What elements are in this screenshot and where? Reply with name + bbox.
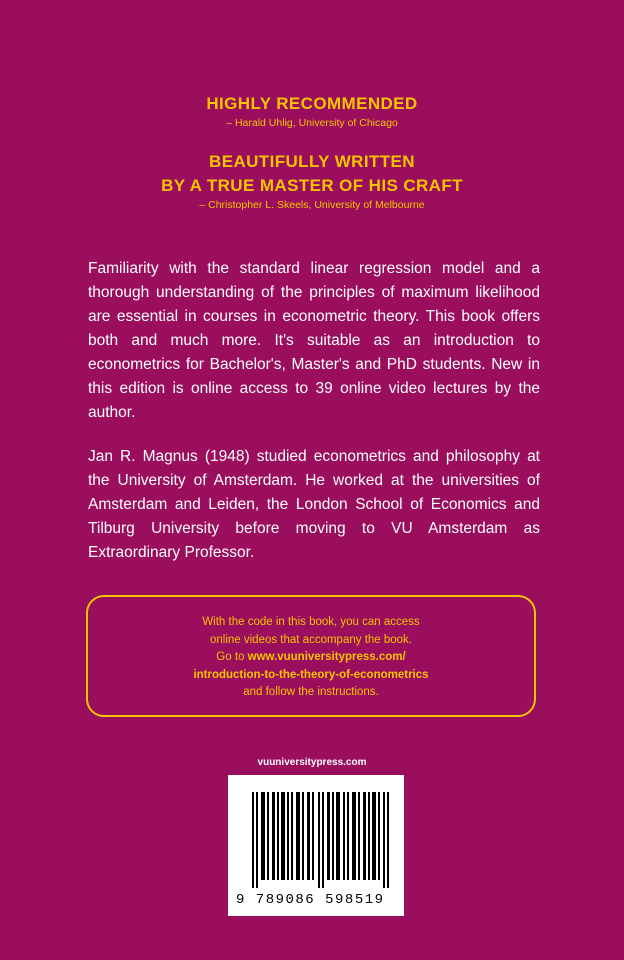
isbn-number: 9 789086 598519 xyxy=(236,892,385,908)
callout-line-5: and follow the instructions. xyxy=(243,686,379,698)
author-bio-text: Jan R. Magnus (1948) studied econometrics and philosophy at the University of Amsterdam. He worked at the universities of Amsterdam and Leiden, the London School of Economics and Tilburg University before moving to VU Amsterdam as Extraordinary Professor. xyxy=(88,448,540,561)
callout-line-1: With the code in this book, you can access xyxy=(202,616,420,628)
online-access-callout xyxy=(86,595,536,717)
callout-line-2: online videos that accompany the book. xyxy=(209,633,413,646)
quote-1-source: – Harald Uhlig, University of Chicago xyxy=(226,117,398,129)
quote-1-title: HIGHLY RECOMMENDED xyxy=(206,94,418,113)
quote-2-title-line-2: BY A TRUE MASTER OF HIS CRAFT xyxy=(161,176,463,195)
quote-2-title-line-1: BEAUTIFULLY WRITTEN xyxy=(209,152,415,171)
quote-2 xyxy=(0,150,624,211)
quote-1 xyxy=(0,92,624,129)
author-bio-paragraph xyxy=(88,445,540,565)
description-paragraph xyxy=(88,257,540,425)
publisher-website: vuuniversitypress.com xyxy=(257,757,367,768)
description-text: Familiarity with the standard linear regression model and a thorough understanding of the principles of maximum likelihood are essential in courses in econometric theory. This book offers both and much more. It's suitable as an introduction to econometrics for Bachelor's, Master's and PhD students. New in this edition is online access to 39 online video lectures by the author. xyxy=(88,260,540,421)
barcode xyxy=(228,775,404,916)
callout-go-to: Go to xyxy=(216,651,248,663)
quote-2-source: – Christopher L. Skeels, University of Melbourne xyxy=(199,199,425,211)
callout-url-part-2[interactable]: introduction-to-the-theory-of-econometrics xyxy=(193,668,429,681)
barcode-bars xyxy=(252,792,402,888)
callout-url-part-1[interactable]: www.vuuniversitypress.com/ xyxy=(247,651,406,663)
callout-line-3 xyxy=(88,649,534,667)
